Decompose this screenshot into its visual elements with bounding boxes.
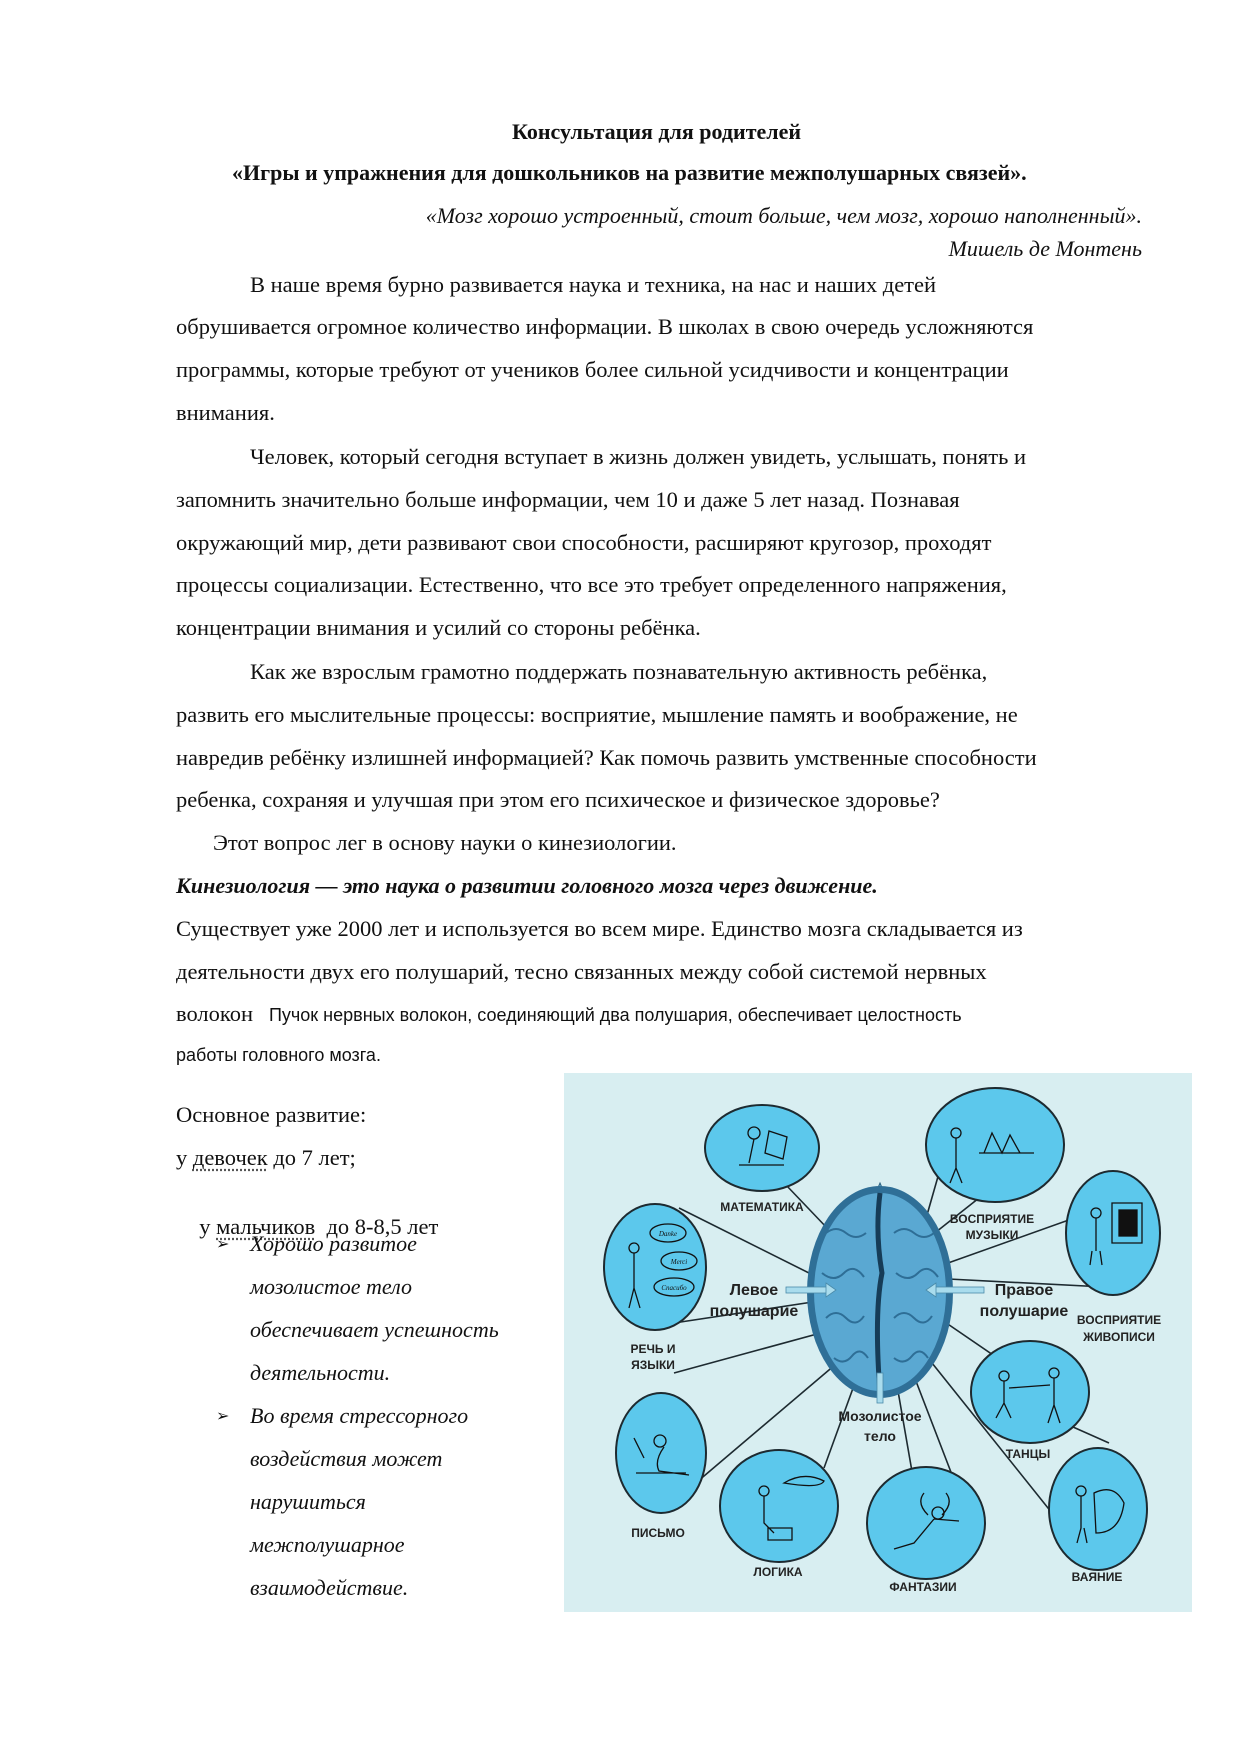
- corpus-callosum-arrow-icon: [877, 1373, 883, 1403]
- para5-line3-sans: Пучок нервных волокон, соединяющий два полушария, обеспечивает целостность: [268, 1005, 962, 1025]
- speech-bubble-text: Danke: [658, 1230, 678, 1238]
- label-fantasy: ФАНТАЗИИ: [889, 1580, 957, 1594]
- right-hemisphere-arrow-icon: [926, 1283, 984, 1297]
- label-music-line1: ВОСПРИЯТИЕ: [949, 1212, 1035, 1226]
- boys-suffix: до 8-8,5 лет: [315, 1214, 439, 1239]
- boys-prefix: у: [199, 1214, 217, 1239]
- para2-line3: окружающий мир, дети развивают свои способности, расширяют кругозор, проходят: [176, 530, 992, 555]
- bullet-text-line: Во время стрессорного: [250, 1403, 469, 1428]
- painting-circle-icon: [1066, 1171, 1160, 1295]
- epigraph-quote: «Мозг хорошо устроенный, стоит больше, чем мозг, хорошо наполненный».: [425, 203, 1142, 228]
- boys-word: мальчиков: [216, 1214, 316, 1239]
- math-circle-icon: [705, 1105, 819, 1191]
- para1-line3: программы, которые требуют от учеников более сильной усидчивости и концентрации: [176, 357, 1009, 382]
- logic-circle-icon: [720, 1450, 838, 1562]
- right-hemisphere-label-line1: Правое: [994, 1282, 1054, 1299]
- bullet-text-line: мозолистое тело: [250, 1274, 412, 1299]
- para1-line4: внимания.: [176, 400, 275, 425]
- development-girls: [176, 1145, 356, 1171]
- para1-line2: обрушивается огромное количество информации. В школах в свою очередь усложняются: [176, 314, 1034, 339]
- speech-bubble-text: Спасибо: [661, 1284, 687, 1292]
- brain-hemispheres-diagram: [564, 1073, 1192, 1612]
- para5-line4: работы головного мозга.: [176, 1045, 381, 1065]
- dance-circle-icon: [971, 1341, 1089, 1443]
- para5-line3: [176, 1001, 962, 1027]
- label-speech-line1: РЕЧЬ И: [630, 1342, 676, 1356]
- para1-line1: В наше время бурно развивается наука и техника, на нас и наших детей: [250, 272, 937, 297]
- bullet-text-line: Хорошо развитое: [250, 1231, 417, 1256]
- arrowhead-bullet-icon: ➢: [216, 1408, 230, 1425]
- para5-line2: деятельности двух его полушарий, тесно связанных между собой системой нервных: [176, 959, 987, 984]
- epigraph-author: Мишель де Монтень: [948, 236, 1142, 261]
- para3-line2: развить его мыслительные процессы: восприятие, мышление память и воображение, не: [176, 702, 1018, 727]
- bullet-text-line: межполушарное: [250, 1532, 405, 1557]
- para3-line1: Как же взрослым грамотно поддержать познавательную активность ребёнка,: [250, 659, 988, 684]
- para5-line1: Существует уже 2000 лет и используется во всем мире. Единство мозга складывается из: [176, 916, 1023, 941]
- label-math: МАТЕМАТИКА: [720, 1200, 804, 1214]
- speech-circle-icon: [604, 1204, 706, 1330]
- para3-line4: ребенка, сохраняя и улучшая при этом его психическое и физическое здоровье?: [176, 787, 940, 812]
- girls-word: девочек: [192, 1145, 268, 1170]
- corpus-callosum-label-line1: Мозолистое: [838, 1408, 922, 1424]
- label-speech-line2: ЯЗЫКИ: [631, 1358, 675, 1372]
- left-hemisphere-label-line2: полушарие: [709, 1303, 799, 1320]
- sculpture-circle-icon: [1049, 1448, 1147, 1570]
- label-dance: ТАНЦЫ: [1005, 1447, 1051, 1461]
- title-line-1: Консультация для родителей: [512, 119, 802, 144]
- para2-line2: запомнить значительно больше информации, чем 10 и даже 5 лет назад. Познавая: [176, 487, 960, 512]
- bullet-text-line: обеспечивает успешность: [250, 1317, 499, 1342]
- bullet-text-line: взаимодействие.: [250, 1575, 409, 1600]
- bullet-text-line: нарушиться: [250, 1489, 366, 1514]
- para4: Этот вопрос лег в основу науки о кинезиологии.: [213, 830, 677, 855]
- bullet-text-line: деятельности.: [250, 1360, 391, 1385]
- para2-line1: Человек, который сегодня вступает в жизнь должен увидеть, услышать, понять и: [250, 444, 1026, 469]
- para5-line3-serif: волокон: [176, 1001, 253, 1026]
- label-painting-line1: ВОСПРИЯТИЕ: [1076, 1313, 1162, 1327]
- bullet-text-line: воздействия может: [250, 1446, 443, 1471]
- para2-line4: процессы социализации. Естественно, что все это требует определенного напряжения,: [176, 572, 1007, 597]
- girls-prefix: у: [176, 1145, 193, 1170]
- label-sculpture: ВАЯНИЕ: [1071, 1570, 1123, 1584]
- para3-line3: навредив ребёнку излишней информацией? Как помочь развить умственные способности: [176, 745, 1037, 770]
- label-logic: ЛОГИКА: [753, 1565, 803, 1579]
- development-heading: Основное развитие:: [176, 1102, 367, 1127]
- label-painting-line2: ЖИВОПИСИ: [1083, 1330, 1155, 1344]
- para2-line5: концентрации внимания и усилий со стороны ребёнка.: [176, 615, 701, 640]
- left-hemisphere-label-line1: Левое: [729, 1282, 779, 1299]
- girls-suffix: до 7 лет;: [267, 1145, 356, 1170]
- right-hemisphere-label-line2: полушарие: [979, 1303, 1069, 1320]
- speech-bubble-text: Merci: [670, 1258, 688, 1266]
- fantasy-circle-icon: [867, 1467, 985, 1579]
- title-line-2: «Игры и упражнения для дошкольников на развитие межполушарных связей».: [232, 160, 1027, 185]
- music-circle-icon: [926, 1088, 1064, 1202]
- arrowhead-bullet-icon: ➢: [216, 1236, 230, 1253]
- corpus-callosum-label-line2: тело: [864, 1428, 896, 1444]
- label-writing: ПИСЬМО: [631, 1526, 685, 1540]
- label-music-line2: МУЗЫКИ: [965, 1228, 1019, 1242]
- kinesiology-definition: Кинезиология — это наука о развитии головного мозга через движение.: [176, 873, 878, 898]
